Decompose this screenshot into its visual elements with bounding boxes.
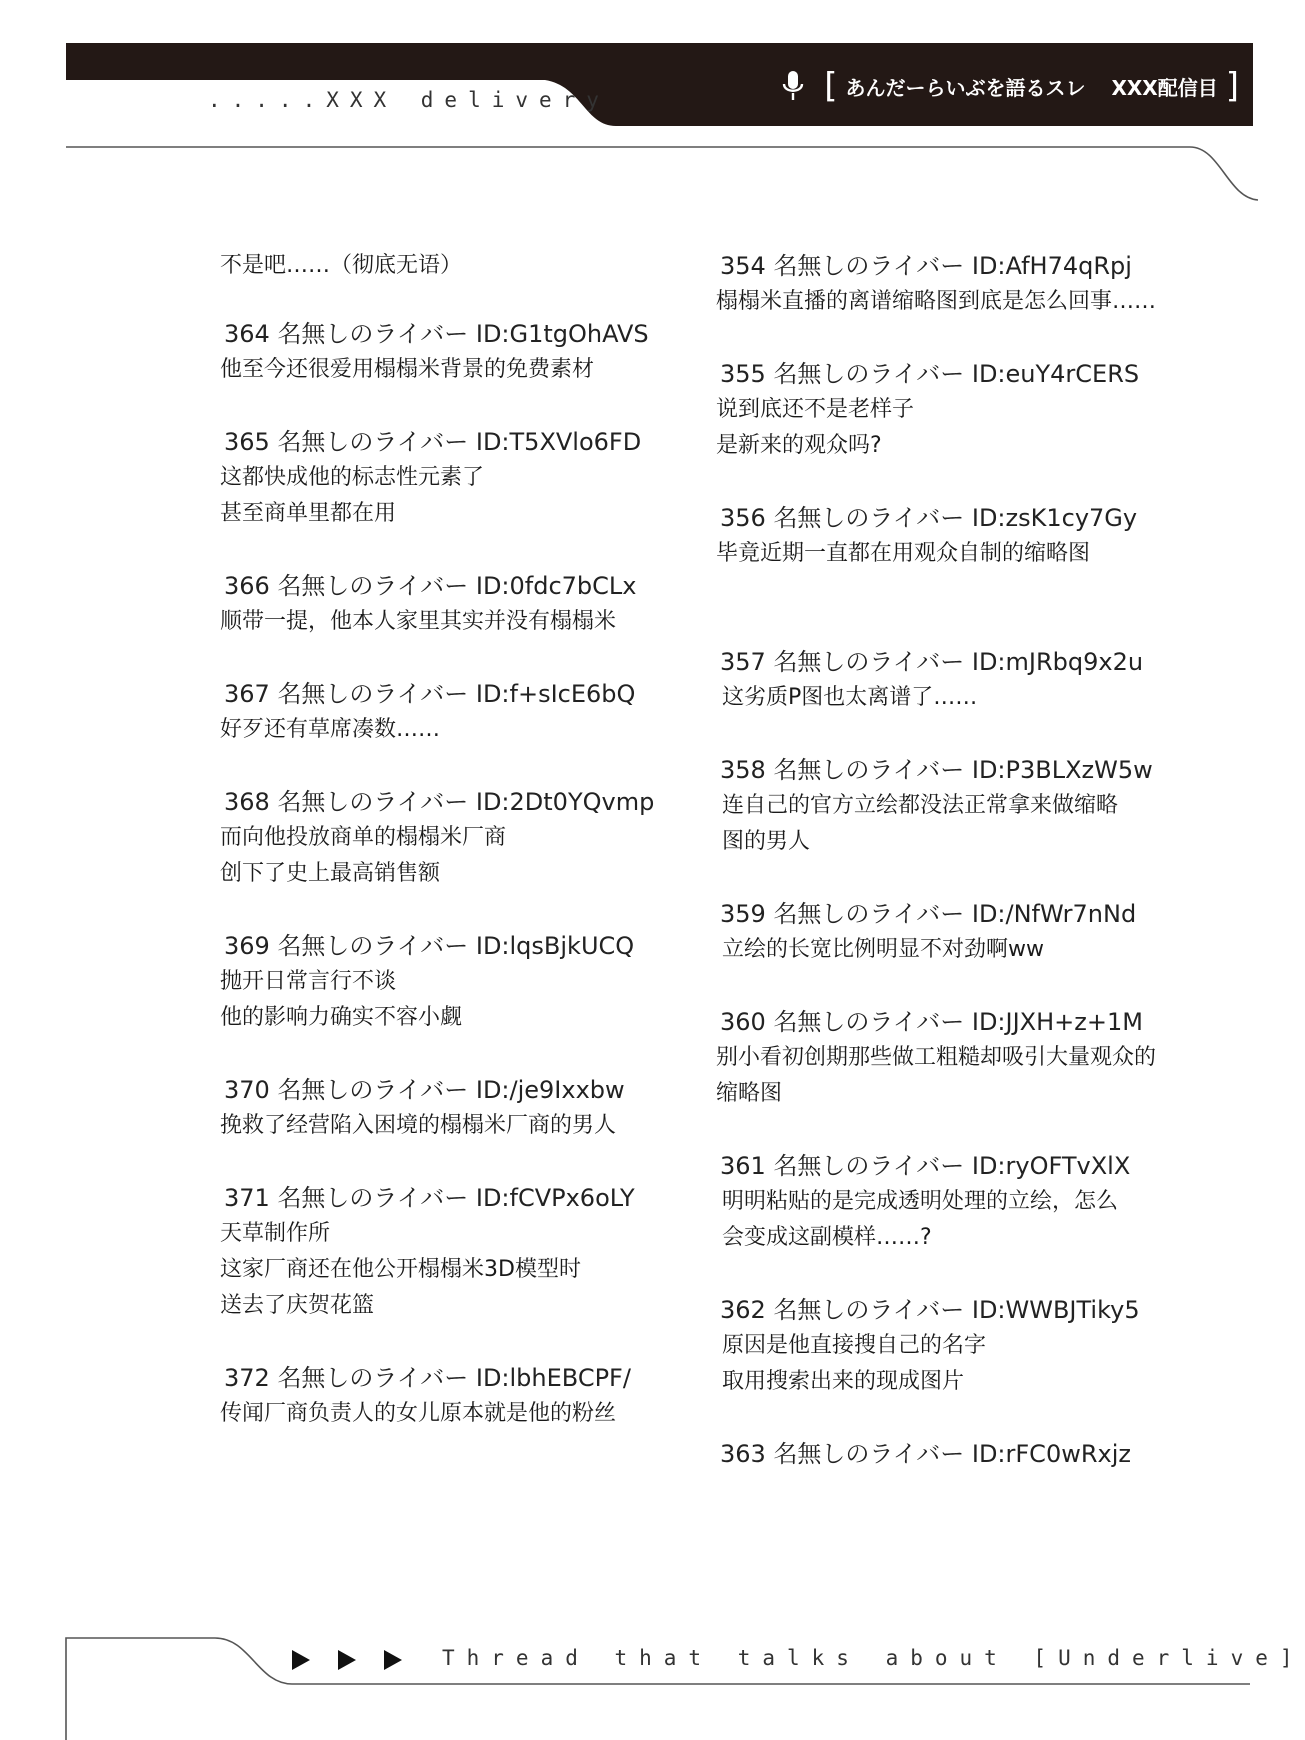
post-line: 连自己的官方立绘都没法正常拿来做缩略	[722, 793, 1119, 818]
post	[220, 1072, 700, 1144]
post-line: 明明粘贴的是完成透明处理的立绘，怎么	[722, 1189, 1119, 1214]
post	[716, 896, 1236, 968]
microphone-icon	[780, 69, 806, 103]
post	[220, 676, 700, 748]
post-line: 是新来的观众吗?	[716, 433, 882, 458]
post-line: 说到底还不是老样子	[716, 397, 915, 422]
post-line: 甚至商单里都在用	[220, 501, 397, 526]
post	[716, 500, 1236, 608]
post-line: 别小看初创期那些做工粗糙却吸引大量观众的	[716, 1045, 1157, 1070]
post-header: 370 名無しのライバー ID:/je9Ixxbw	[224, 1076, 625, 1104]
header-decoration	[0, 0, 1305, 220]
footer-decoration	[0, 1620, 1305, 1740]
post-line: 这都快成他的标志性元素了	[220, 465, 485, 490]
post-line: 毕竟近期一直都在用观众自制的缩略图	[716, 541, 1091, 566]
post	[716, 752, 1236, 860]
bracket-close: ]	[1225, 66, 1239, 106]
post-line: 他至今还很爱用榻榻米背景的免费素材	[220, 357, 595, 382]
post-header: 367 名無しのライバー ID:f+sIcE6bQ	[224, 680, 636, 708]
thread-title-text: あんだーらいぶを語るスレ	[845, 75, 1086, 100]
post	[220, 1360, 700, 1432]
post-header: 362 名無しのライバー ID:WWBJTiky5	[720, 1296, 1140, 1324]
post	[716, 1148, 1236, 1256]
post-header: 357 名無しのライバー ID:mJRbq9x2u	[720, 648, 1144, 676]
post-line: 图的男人	[722, 829, 811, 854]
footer-text: Thread that talks about [Underlive]	[442, 1646, 1305, 1670]
left-column	[220, 248, 700, 1468]
post	[220, 784, 700, 892]
thread-title	[780, 66, 1247, 106]
post-line: 立绘的长宽比例明显不对劲啊ww	[722, 937, 1044, 962]
post-header: 356 名無しのライバー ID:zsK1cy7Gy	[720, 504, 1138, 532]
post-line: 抛开日常言行不谈	[220, 969, 397, 994]
post-header: 360 名無しのライバー ID:JJXH+z+1M	[720, 1008, 1143, 1036]
play-arrow-icon	[382, 1648, 404, 1672]
post-line: 缩略图	[716, 1081, 783, 1106]
post-line: 而向他投放商单的榻榻米厂商	[220, 825, 507, 850]
post-header: 355 名無しのライバー ID:euY4rCERS	[720, 360, 1140, 388]
post	[716, 356, 1236, 464]
post-line: 挽救了经营陷入困境的榻榻米厂商的男人	[220, 1113, 617, 1138]
post	[220, 568, 700, 640]
post-line: 这家厂商还在他公开榻榻米3D模型时	[220, 1257, 581, 1282]
post-header: 354 名無しのライバー ID:AfH74qRpj	[720, 252, 1132, 280]
post-header: 363 名無しのライバー ID:rFC0wRxjz	[720, 1440, 1131, 1468]
post-line: 榻榻米直播的离谱缩略图到底是怎么回事……	[716, 289, 1157, 314]
post-line: 他的影响力确实不容小觑	[220, 1005, 463, 1030]
post-line: 顺带一提，他本人家里其实并没有榻榻米	[220, 609, 617, 634]
play-arrow-icon	[290, 1648, 312, 1672]
post-line: 送去了庆贺花篮	[220, 1293, 375, 1318]
post-line: 原因是他直接搜自己的名字	[722, 1333, 987, 1358]
thread-number: XXX配信目	[1111, 75, 1218, 100]
post	[716, 1004, 1236, 1112]
post-header: 364 名無しのライバー ID:G1tgOhAVS	[224, 320, 649, 348]
post-header: 372 名無しのライバー ID:lbhEBCPF/	[224, 1364, 631, 1392]
post-header: 371 名無しのライバー ID:fCVPx6oLY	[224, 1184, 635, 1212]
left-post-list	[220, 316, 700, 1432]
delivery-label: .....XXX delivery	[208, 88, 610, 112]
footer-arrows	[290, 1648, 404, 1672]
post-header: 365 名無しのライバー ID:T5XVlo6FD	[224, 428, 642, 456]
post-line: 天草制作所	[220, 1221, 331, 1246]
post	[716, 1292, 1236, 1400]
post-line: 会变成这副模样……?	[722, 1225, 932, 1250]
post	[220, 1180, 700, 1324]
post-line: 创下了史上最高销售额	[220, 861, 441, 886]
post-line: 取用搜索出来的现成图片	[722, 1369, 965, 1394]
play-arrow-icon	[336, 1648, 358, 1672]
post	[716, 1436, 1236, 1472]
post-header: 358 名無しのライバー ID:P3BLXzW5w	[720, 756, 1153, 784]
post-header: 369 名無しのライバー ID:lqsBjkUCQ	[224, 932, 635, 960]
right-post-list	[716, 248, 1236, 1472]
lead-text: 不是吧……（彻底无语）	[220, 253, 463, 278]
post-header: 366 名無しのライバー ID:0fdc7bCLx	[224, 572, 637, 600]
post-line	[716, 572, 1236, 608]
post	[220, 928, 700, 1036]
post-header: 368 名無しのライバー ID:2Dt0YQvmp	[224, 788, 655, 816]
right-column	[716, 248, 1236, 1508]
post-line: 这劣质P图也太离谱了……	[722, 685, 978, 710]
bracket-open: [	[824, 66, 838, 106]
post-header: 359 名無しのライバー ID:/NfWr7nNd	[720, 900, 1137, 928]
post	[716, 644, 1236, 716]
post-header: 361 名無しのライバー ID:ryOFTvXlX	[720, 1152, 1131, 1180]
post	[220, 424, 700, 532]
post	[220, 316, 700, 388]
post-line: 传闻厂商负责人的女儿原本就是他的粉丝	[220, 1401, 617, 1426]
post	[716, 248, 1236, 320]
post-line: 好歹还有草席凑数……	[220, 717, 441, 742]
